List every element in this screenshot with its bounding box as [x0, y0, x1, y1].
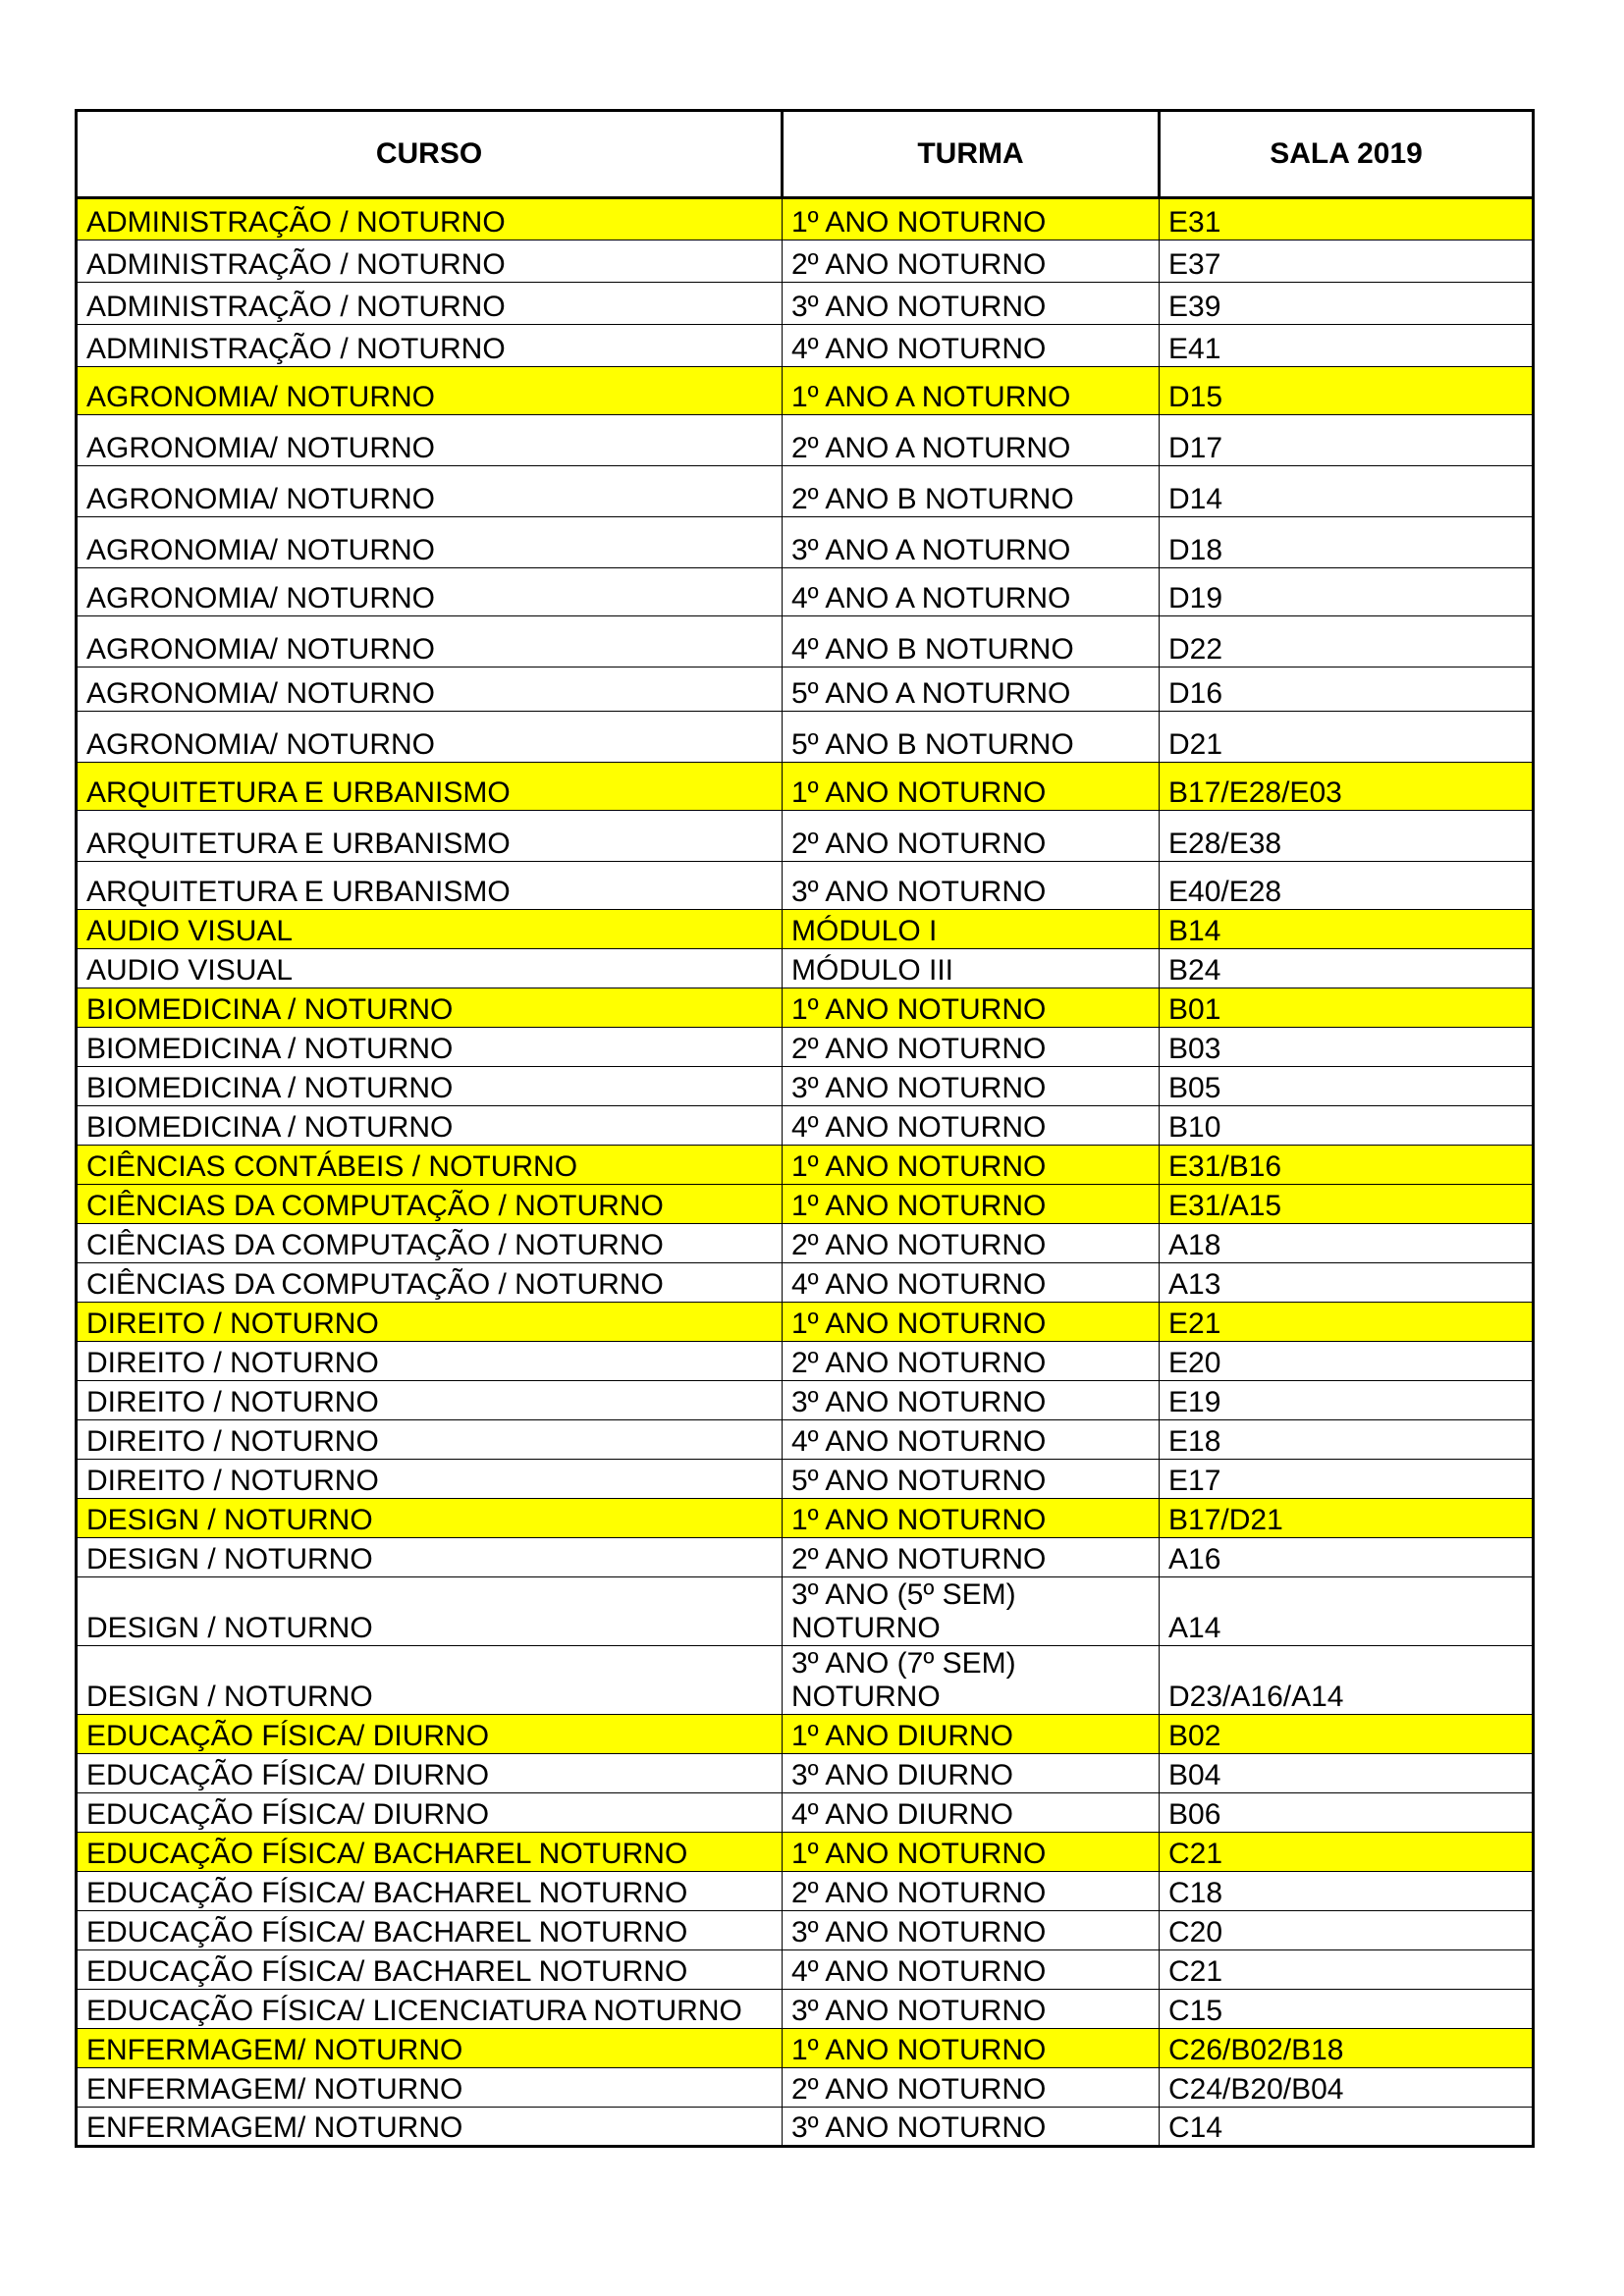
table-row [77, 1577, 1534, 1646]
cell-sala: D16 [1160, 667, 1534, 712]
cell-sala: D22 [1160, 616, 1534, 667]
table-row [77, 568, 1534, 616]
table-row [77, 1646, 1534, 1715]
cell-turma: MÓDULO III [783, 949, 1160, 988]
cell-sala: E31 [1160, 198, 1534, 240]
cell-curso: AGRONOMIA/ NOTURNO [77, 667, 783, 712]
cell-turma: 3º ANO NOTURNO [783, 862, 1160, 910]
cell-curso: CIÊNCIAS DA COMPUTAÇÃO / NOTURNO [77, 1185, 783, 1224]
table-row [77, 198, 1534, 240]
cell-sala: B03 [1160, 1028, 1534, 1067]
cell-sala: B05 [1160, 1067, 1534, 1106]
table-row [77, 1950, 1534, 1990]
table-row [77, 667, 1534, 712]
table-row [77, 2108, 1534, 2147]
table-row [77, 240, 1534, 283]
cell-turma: 2º ANO NOTURNO [783, 240, 1160, 283]
cell-sala: E41 [1160, 325, 1534, 367]
table-row [77, 1872, 1534, 1911]
cell-sala: E28/E38 [1160, 811, 1534, 862]
cell-curso: AGRONOMIA/ NOTURNO [77, 415, 783, 466]
cell-curso: ADMINISTRAÇÃO / NOTURNO [77, 240, 783, 283]
cell-curso: DIREITO / NOTURNO [77, 1460, 783, 1499]
cell-sala: B06 [1160, 1793, 1534, 1833]
cell-sala: A16 [1160, 1538, 1534, 1577]
table-row [77, 1263, 1534, 1303]
cell-sala: B02 [1160, 1715, 1534, 1754]
table-row [77, 1381, 1534, 1420]
table-row [77, 862, 1534, 910]
cell-curso: EDUCAÇÃO FÍSICA/ BACHAREL NOTURNO [77, 1911, 783, 1950]
cell-curso: DIREITO / NOTURNO [77, 1342, 783, 1381]
table-row [77, 1990, 1534, 2029]
cell-curso: ADMINISTRAÇÃO / NOTURNO [77, 283, 783, 325]
header-curso: CURSO [77, 111, 783, 198]
cell-curso: EDUCAÇÃO FÍSICA/ BACHAREL NOTURNO [77, 1950, 783, 1990]
cell-curso: EDUCAÇÃO FÍSICA/ DIURNO [77, 1715, 783, 1754]
cell-sala: A18 [1160, 1224, 1534, 1263]
cell-turma: 1º ANO NOTURNO [783, 1833, 1160, 1872]
cell-turma: 3º ANO DIURNO [783, 1754, 1160, 1793]
cell-turma: 4º ANO NOTURNO [783, 1106, 1160, 1146]
table-row [77, 1793, 1534, 1833]
cell-curso: AGRONOMIA/ NOTURNO [77, 367, 783, 415]
cell-sala: E19 [1160, 1381, 1534, 1420]
cell-turma: 3º ANO NOTURNO [783, 283, 1160, 325]
table-row [77, 1833, 1534, 1872]
table-row [77, 1067, 1534, 1106]
cell-curso: ENFERMAGEM/ NOTURNO [77, 2029, 783, 2068]
cell-sala: D14 [1160, 466, 1534, 517]
cell-sala: E31/A15 [1160, 1185, 1534, 1224]
cell-turma: 2º ANO A NOTURNO [783, 415, 1160, 466]
cell-sala: B14 [1160, 910, 1534, 949]
cell-turma: 3º ANO (7º SEM) NOTURNO [783, 1646, 1160, 1715]
cell-turma: 3º ANO (5º SEM) NOTURNO [783, 1577, 1160, 1646]
table-row [77, 1342, 1534, 1381]
table-row [77, 1460, 1534, 1499]
cell-curso: BIOMEDICINA / NOTURNO [77, 988, 783, 1028]
cell-curso: DESIGN / NOTURNO [77, 1538, 783, 1577]
cell-sala: E31/B16 [1160, 1146, 1534, 1185]
table-row [77, 811, 1534, 862]
cell-curso: EDUCAÇÃO FÍSICA/ BACHAREL NOTURNO [77, 1833, 783, 1872]
cell-curso: ARQUITETURA E URBANISMO [77, 763, 783, 811]
cell-curso: DESIGN / NOTURNO [77, 1499, 783, 1538]
cell-turma: 2º ANO NOTURNO [783, 1342, 1160, 1381]
table-row [77, 1146, 1534, 1185]
cell-turma: 2º ANO NOTURNO [783, 1028, 1160, 1067]
cell-curso: AUDIO VISUAL [77, 910, 783, 949]
cell-turma: 2º ANO NOTURNO [783, 1538, 1160, 1577]
table-body [77, 198, 1534, 2147]
cell-turma: 2º ANO NOTURNO [783, 1224, 1160, 1263]
cell-sala: B17/E28/E03 [1160, 763, 1534, 811]
cell-turma: 1º ANO NOTURNO [783, 198, 1160, 240]
cell-turma: 2º ANO NOTURNO [783, 1872, 1160, 1911]
table-row [77, 1224, 1534, 1263]
table-row [77, 1028, 1534, 1067]
cell-sala: C21 [1160, 1950, 1534, 1990]
cell-turma: 4º ANO NOTURNO [783, 325, 1160, 367]
cell-turma: 5º ANO A NOTURNO [783, 667, 1160, 712]
cell-curso: AUDIO VISUAL [77, 949, 783, 988]
cell-sala: C26/B02/B18 [1160, 2029, 1534, 2068]
cell-curso: ADMINISTRAÇÃO / NOTURNO [77, 325, 783, 367]
cell-sala: E18 [1160, 1420, 1534, 1460]
cell-turma: 4º ANO B NOTURNO [783, 616, 1160, 667]
cell-turma: 1º ANO NOTURNO [783, 1185, 1160, 1224]
cell-turma: 2º ANO B NOTURNO [783, 466, 1160, 517]
cell-sala: C18 [1160, 1872, 1534, 1911]
cell-curso: ADMINISTRAÇÃO / NOTURNO [77, 198, 783, 240]
room-schedule-table [75, 109, 1535, 2148]
table-row [77, 988, 1534, 1028]
cell-turma: 4º ANO NOTURNO [783, 1263, 1160, 1303]
cell-curso: ENFERMAGEM/ NOTURNO [77, 2068, 783, 2108]
cell-turma: 1º ANO NOTURNO [783, 1499, 1160, 1538]
cell-sala: E37 [1160, 240, 1534, 283]
cell-curso: DESIGN / NOTURNO [77, 1577, 783, 1646]
cell-sala: A14 [1160, 1577, 1534, 1646]
cell-turma: 5º ANO NOTURNO [783, 1460, 1160, 1499]
cell-sala: C21 [1160, 1833, 1534, 1872]
cell-curso: CIÊNCIAS DA COMPUTAÇÃO / NOTURNO [77, 1263, 783, 1303]
table-row [77, 1538, 1534, 1577]
cell-turma: 2º ANO NOTURNO [783, 2068, 1160, 2108]
cell-sala: D15 [1160, 367, 1534, 415]
cell-turma: 3º ANO NOTURNO [783, 1911, 1160, 1950]
cell-turma: 3º ANO NOTURNO [783, 2108, 1160, 2147]
table-row [77, 712, 1534, 763]
cell-turma: 3º ANO NOTURNO [783, 1381, 1160, 1420]
cell-sala: B24 [1160, 949, 1534, 988]
table-row [77, 910, 1534, 949]
cell-sala: D17 [1160, 415, 1534, 466]
table-row [77, 415, 1534, 466]
cell-turma: 1º ANO NOTURNO [783, 988, 1160, 1028]
table-row [77, 1303, 1534, 1342]
cell-curso: ENFERMAGEM/ NOTURNO [77, 2108, 783, 2147]
table-row [77, 616, 1534, 667]
cell-curso: AGRONOMIA/ NOTURNO [77, 568, 783, 616]
cell-sala: A13 [1160, 1263, 1534, 1303]
table-row [77, 949, 1534, 988]
cell-curso: AGRONOMIA/ NOTURNO [77, 466, 783, 517]
cell-sala: D23/A16/A14 [1160, 1646, 1534, 1715]
cell-sala: B10 [1160, 1106, 1534, 1146]
cell-turma: 1º ANO NOTURNO [783, 2029, 1160, 2068]
table-row [77, 367, 1534, 415]
table-row [77, 2068, 1534, 2108]
cell-sala: E39 [1160, 283, 1534, 325]
header-row [77, 111, 1534, 198]
cell-turma: 1º ANO DIURNO [783, 1715, 1160, 1754]
cell-curso: DESIGN / NOTURNO [77, 1646, 783, 1715]
table-row [77, 1499, 1534, 1538]
table-row [77, 1754, 1534, 1793]
cell-sala: C20 [1160, 1911, 1534, 1950]
cell-turma: 1º ANO NOTURNO [783, 1303, 1160, 1342]
cell-sala: C24/B20/B04 [1160, 2068, 1534, 2108]
table-row [77, 763, 1534, 811]
cell-curso: AGRONOMIA/ NOTURNO [77, 517, 783, 568]
cell-sala: E20 [1160, 1342, 1534, 1381]
header-sala: SALA 2019 [1160, 111, 1534, 198]
cell-curso: CIÊNCIAS DA COMPUTAÇÃO / NOTURNO [77, 1224, 783, 1263]
cell-curso: AGRONOMIA/ NOTURNO [77, 712, 783, 763]
cell-sala: B04 [1160, 1754, 1534, 1793]
table-row [77, 1106, 1534, 1146]
header-turma: TURMA [783, 111, 1160, 198]
cell-sala: D19 [1160, 568, 1534, 616]
cell-curso: BIOMEDICINA / NOTURNO [77, 1067, 783, 1106]
cell-sala: E21 [1160, 1303, 1534, 1342]
cell-turma: 1º ANO NOTURNO [783, 763, 1160, 811]
cell-turma: 4º ANO DIURNO [783, 1793, 1160, 1833]
table-row [77, 2029, 1534, 2068]
table-row [77, 1420, 1534, 1460]
table-row [77, 1185, 1534, 1224]
cell-sala: C15 [1160, 1990, 1534, 2029]
cell-curso: AGRONOMIA/ NOTURNO [77, 616, 783, 667]
cell-curso: BIOMEDICINA / NOTURNO [77, 1106, 783, 1146]
cell-sala: C14 [1160, 2108, 1534, 2147]
cell-curso: DIREITO / NOTURNO [77, 1381, 783, 1420]
cell-curso: BIOMEDICINA / NOTURNO [77, 1028, 783, 1067]
table-row [77, 466, 1534, 517]
cell-sala: B01 [1160, 988, 1534, 1028]
cell-turma: 4º ANO A NOTURNO [783, 568, 1160, 616]
cell-turma: 3º ANO NOTURNO [783, 1990, 1160, 2029]
cell-curso: DIREITO / NOTURNO [77, 1420, 783, 1460]
cell-turma: 5º ANO B NOTURNO [783, 712, 1160, 763]
cell-turma: 1º ANO NOTURNO [783, 1146, 1160, 1185]
cell-curso: DIREITO / NOTURNO [77, 1303, 783, 1342]
cell-curso: ARQUITETURA E URBANISMO [77, 811, 783, 862]
cell-turma: MÓDULO I [783, 910, 1160, 949]
cell-sala: D18 [1160, 517, 1534, 568]
cell-curso: EDUCAÇÃO FÍSICA/ DIURNO [77, 1754, 783, 1793]
cell-curso: EDUCAÇÃO FÍSICA/ BACHAREL NOTURNO [77, 1872, 783, 1911]
table-row [77, 283, 1534, 325]
cell-turma: 3º ANO A NOTURNO [783, 517, 1160, 568]
cell-sala: B17/D21 [1160, 1499, 1534, 1538]
cell-curso: CIÊNCIAS CONTÁBEIS / NOTURNO [77, 1146, 783, 1185]
cell-turma: 3º ANO NOTURNO [783, 1067, 1160, 1106]
table-row [77, 517, 1534, 568]
table-row [77, 325, 1534, 367]
table-row [77, 1911, 1534, 1950]
cell-turma: 1º ANO A NOTURNO [783, 367, 1160, 415]
cell-turma: 4º ANO NOTURNO [783, 1950, 1160, 1990]
cell-curso: EDUCAÇÃO FÍSICA/ LICENCIATURA NOTURNO [77, 1990, 783, 2029]
cell-sala: E40/E28 [1160, 862, 1534, 910]
cell-turma: 4º ANO NOTURNO [783, 1420, 1160, 1460]
cell-sala: D21 [1160, 712, 1534, 763]
cell-sala: E17 [1160, 1460, 1534, 1499]
cell-curso: EDUCAÇÃO FÍSICA/ DIURNO [77, 1793, 783, 1833]
cell-turma: 2º ANO NOTURNO [783, 811, 1160, 862]
cell-curso: ARQUITETURA E URBANISMO [77, 862, 783, 910]
table-row [77, 1715, 1534, 1754]
